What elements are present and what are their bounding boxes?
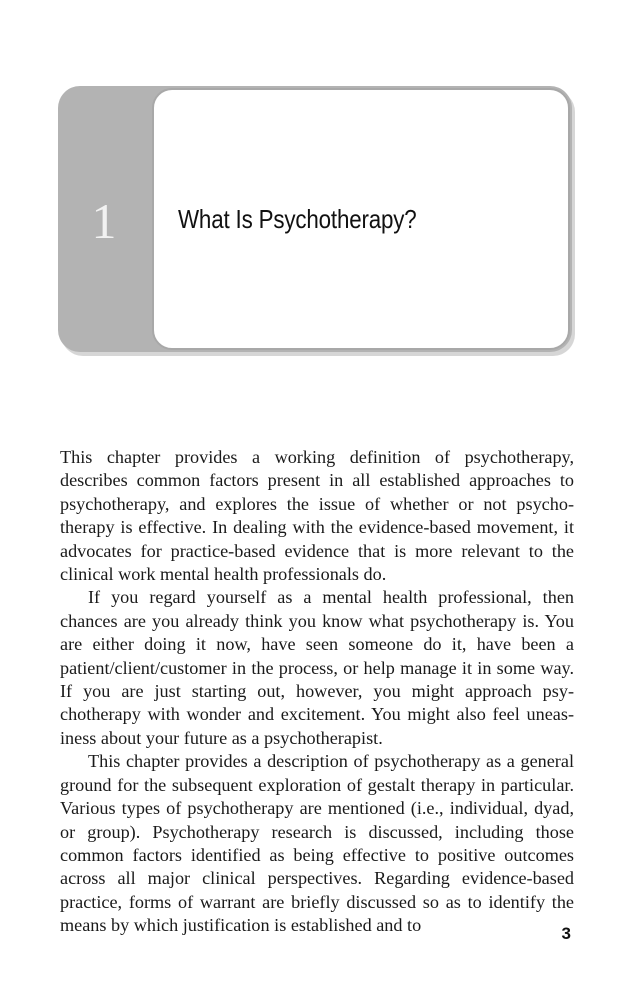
chapter-header-box (58, 86, 572, 352)
body-text (60, 446, 574, 938)
paragraph-2: If you regard yourself as a mental health professional, then chances are you already think you know what psychotherapy is. You are either doing it now, have seen someone do it, have been a patient/client/customer in the process, or help manage it in some way. If you are just starting out, however, you might approach psychotherapy with wonder and excitement. You might also feel uneasiness about your future as a psychotherapist. (60, 587, 574, 748)
chapter-number-tab (58, 86, 150, 352)
paragraph-3: This chapter provides a description of psychotherapy as a general ground for the subsequent exploration of gestalt therapy in particular. Various types of psychotherapy are mentioned (i.e., individual, dyad, or group). Psychotherapy research is discussed, including those common factors identified as being effective to positive outcomes across all major clinical perspectives. Regarding evidence-based practice, forms of warrant are briefly discussed so as to identify the means by which justification is established and to (60, 751, 574, 936)
chapter-title-panel (152, 88, 570, 350)
chapter-number: 1 (91, 193, 117, 249)
chapter-title: What Is Psychotherapy? (178, 204, 417, 234)
paragraph-1: This chapter provides a working definition of psychotherapy, describes common factors present in all established approaches to psychotherapy, and explores the issue of whether or not psychotherapy is effective. In dealing with the evidence-based movement, it advocates for practice-based evidence that is more relevant to the clinical work mental health professionals do. (60, 447, 574, 585)
page-number: 3 (561, 924, 571, 943)
